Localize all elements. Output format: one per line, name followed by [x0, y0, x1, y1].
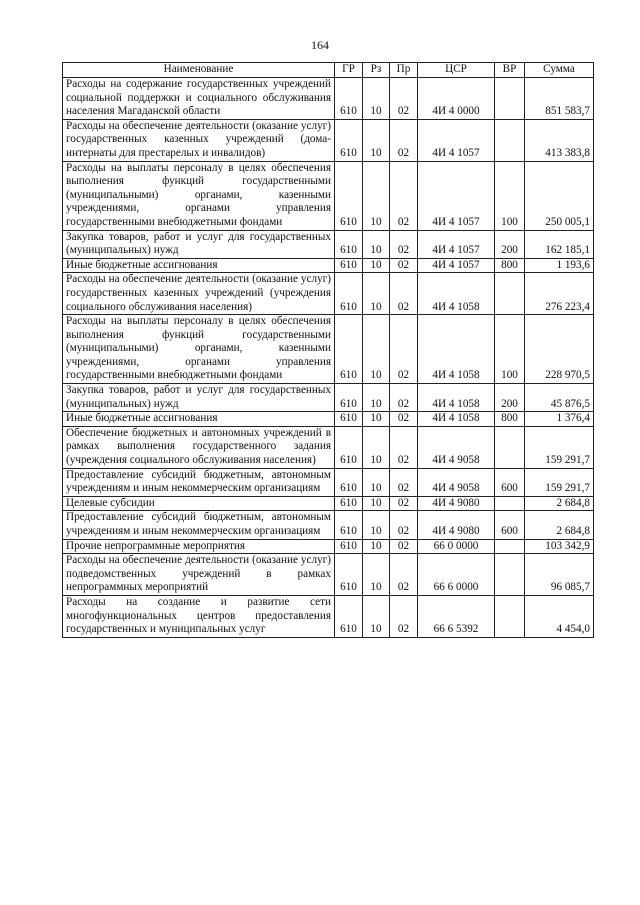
- header-pr: Пр: [390, 63, 418, 78]
- row-csr: 66 6 0000: [418, 554, 495, 596]
- row-name: Закупка товаров, работ и услуг для государственных (муниципальных) нужд: [63, 230, 335, 258]
- row-sum: 162 185,1: [525, 230, 594, 258]
- row-gr: 610: [335, 78, 363, 120]
- row-rz: 10: [363, 384, 390, 412]
- row-pr: 02: [390, 595, 418, 637]
- row-gr: 610: [335, 273, 363, 315]
- row-name: Расходы на обеспечение деятельности (оказание услуг) государственных казенных учреждений (дома-интернаты для престарелых и инвалидов): [63, 119, 335, 161]
- row-rz: 10: [363, 554, 390, 596]
- row-gr: 610: [335, 230, 363, 258]
- row-rz: 10: [363, 539, 390, 554]
- header-gr: ГР: [335, 63, 363, 78]
- page-number: 164: [311, 38, 329, 52]
- row-pr: 02: [390, 554, 418, 596]
- row-sum: 96 085,7: [525, 554, 594, 596]
- row-sum: 45 876,5: [525, 384, 594, 412]
- header-name: Наименование: [63, 63, 335, 78]
- table-header-row: [63, 63, 594, 78]
- row-pr: 02: [390, 78, 418, 120]
- row-name: Иные бюджетные ассигнования: [63, 412, 335, 427]
- row-sum: 4 454,0: [525, 595, 594, 637]
- row-sum: 159 291,7: [525, 468, 594, 496]
- row-rz: 10: [363, 315, 390, 384]
- table-row: [63, 412, 594, 427]
- row-vr: [495, 273, 525, 315]
- row-vr: 100: [495, 161, 525, 230]
- row-sum: 276 223,4: [525, 273, 594, 315]
- row-gr: 610: [335, 119, 363, 161]
- row-vr: 800: [495, 258, 525, 273]
- row-rz: 10: [363, 119, 390, 161]
- row-gr: 610: [335, 384, 363, 412]
- row-name: Предоставление субсидий бюджетным, автономным учреждениям и иным некоммерческим организациям: [63, 511, 335, 539]
- row-sum: 159 291,7: [525, 426, 594, 468]
- row-pr: 02: [390, 119, 418, 161]
- row-rz: 10: [363, 273, 390, 315]
- table-row: [63, 119, 594, 161]
- row-vr: 800: [495, 412, 525, 427]
- row-name: Расходы на выплаты персоналу в целях обеспечения выполнения функций государственными (муниципальными) органами, казенными учреждениями, органами управления государственными внебюджетными фондами: [63, 315, 335, 384]
- row-vr: [495, 78, 525, 120]
- table-row: [63, 161, 594, 230]
- table-row: [63, 426, 594, 468]
- row-csr: 4И 4 1058: [418, 412, 495, 427]
- row-sum: 1 193,6: [525, 258, 594, 273]
- table-row: [63, 554, 594, 596]
- row-gr: 610: [335, 539, 363, 554]
- row-pr: 02: [390, 230, 418, 258]
- row-pr: 02: [390, 496, 418, 511]
- table-row: [63, 595, 594, 637]
- header-sum: Сумма: [525, 63, 594, 78]
- row-csr: 4И 4 1057: [418, 258, 495, 273]
- row-pr: 02: [390, 161, 418, 230]
- row-gr: 610: [335, 468, 363, 496]
- row-vr: 200: [495, 384, 525, 412]
- table-row: [63, 230, 594, 258]
- row-name: Обеспечение бюджетных и автономных учреждений в рамках выполнения государственного задания (учреждения социального обслуживания населения): [63, 426, 335, 468]
- row-gr: 610: [335, 511, 363, 539]
- row-name: Иные бюджетные ассигнования: [63, 258, 335, 273]
- row-vr: 600: [495, 468, 525, 496]
- row-csr: 4И 4 1057: [418, 230, 495, 258]
- row-rz: 10: [363, 426, 390, 468]
- row-csr: 4И 4 9080: [418, 496, 495, 511]
- row-sum: 228 970,5: [525, 315, 594, 384]
- row-vr: [495, 119, 525, 161]
- header-vr: ВР: [495, 63, 525, 78]
- table-row: [63, 468, 594, 496]
- row-name: Расходы на обеспечение деятельности (оказание услуг) подведомственных учреждений в рамках непрограммных мероприятий: [63, 554, 335, 596]
- row-rz: 10: [363, 78, 390, 120]
- table-row: [63, 511, 594, 539]
- row-gr: 610: [335, 412, 363, 427]
- row-name: Закупка товаров, работ и услуг для государственных (муниципальных) нужд: [63, 384, 335, 412]
- row-rz: 10: [363, 412, 390, 427]
- row-csr: 66 0 0000: [418, 539, 495, 554]
- row-gr: 610: [335, 554, 363, 596]
- row-sum: 1 376,4: [525, 412, 594, 427]
- row-rz: 10: [363, 258, 390, 273]
- row-gr: 610: [335, 161, 363, 230]
- row-vr: [495, 554, 525, 596]
- row-gr: 610: [335, 595, 363, 637]
- row-gr: 610: [335, 426, 363, 468]
- row-gr: 610: [335, 315, 363, 384]
- table-row: [63, 496, 594, 511]
- row-pr: 02: [390, 426, 418, 468]
- row-vr: 200: [495, 230, 525, 258]
- row-pr: 02: [390, 468, 418, 496]
- row-csr: 4И 4 1058: [418, 315, 495, 384]
- row-pr: 02: [390, 315, 418, 384]
- row-sum: 250 005,1: [525, 161, 594, 230]
- row-rz: 10: [363, 230, 390, 258]
- table-row: [63, 384, 594, 412]
- row-csr: 4И 4 0000: [418, 78, 495, 120]
- row-csr: 4И 4 1058: [418, 384, 495, 412]
- row-pr: 02: [390, 511, 418, 539]
- row-sum: 413 383,8: [525, 119, 594, 161]
- row-sum: 2 684,8: [525, 511, 594, 539]
- row-rz: 10: [363, 496, 390, 511]
- table-row: [63, 273, 594, 315]
- row-csr: 4И 4 9058: [418, 468, 495, 496]
- header-csr: ЦСР: [418, 63, 495, 78]
- row-pr: 02: [390, 539, 418, 554]
- row-pr: 02: [390, 273, 418, 315]
- row-vr: [495, 595, 525, 637]
- row-pr: 02: [390, 258, 418, 273]
- table-row: [63, 315, 594, 384]
- row-csr: 4И 4 1058: [418, 273, 495, 315]
- budget-table: [62, 62, 594, 638]
- row-vr: [495, 426, 525, 468]
- row-csr: 66 6 5392: [418, 595, 495, 637]
- row-rz: 10: [363, 468, 390, 496]
- row-vr: 600: [495, 511, 525, 539]
- row-vr: [495, 539, 525, 554]
- row-name: Целевые субсидии: [63, 496, 335, 511]
- row-rz: 10: [363, 161, 390, 230]
- row-name: Прочие непрограммные мероприятия: [63, 539, 335, 554]
- row-rz: 10: [363, 595, 390, 637]
- row-sum: 103 342,9: [525, 539, 594, 554]
- row-csr: 4И 4 9080: [418, 511, 495, 539]
- row-gr: 610: [335, 258, 363, 273]
- row-sum: 851 583,7: [525, 78, 594, 120]
- table-row: [63, 258, 594, 273]
- row-vr: 100: [495, 315, 525, 384]
- table-row: [63, 539, 594, 554]
- row-name: Расходы на создание и развитие сети многофункциональных центров предоставления государственных и муниципальных услуг: [63, 595, 335, 637]
- row-name: Расходы на выплаты персоналу в целях обеспечения выполнения функций государственными (муниципальными) органами, казенными учреждениями, органами управления государственными внебюджетными фондами: [63, 161, 335, 230]
- header-rz: Рз: [363, 63, 390, 78]
- row-name: Предоставление субсидий бюджетным, автономным учреждениям и иным некоммерческим организациям: [63, 468, 335, 496]
- row-csr: 4И 4 1057: [418, 119, 495, 161]
- row-pr: 02: [390, 412, 418, 427]
- row-gr: 610: [335, 496, 363, 511]
- row-rz: 10: [363, 511, 390, 539]
- row-csr: 4И 4 1057: [418, 161, 495, 230]
- row-name: Расходы на содержание государственных учреждений социальной поддержки и социального обслуживания населения Магаданской области: [63, 78, 335, 120]
- row-sum: 2 684,8: [525, 496, 594, 511]
- row-name: Расходы на обеспечение деятельности (оказание услуг) государственных казенных учреждений (учреждения социального обслуживания населения): [63, 273, 335, 315]
- row-csr: 4И 4 9058: [418, 426, 495, 468]
- row-vr: [495, 496, 525, 511]
- row-pr: 02: [390, 384, 418, 412]
- table-row: [63, 78, 594, 120]
